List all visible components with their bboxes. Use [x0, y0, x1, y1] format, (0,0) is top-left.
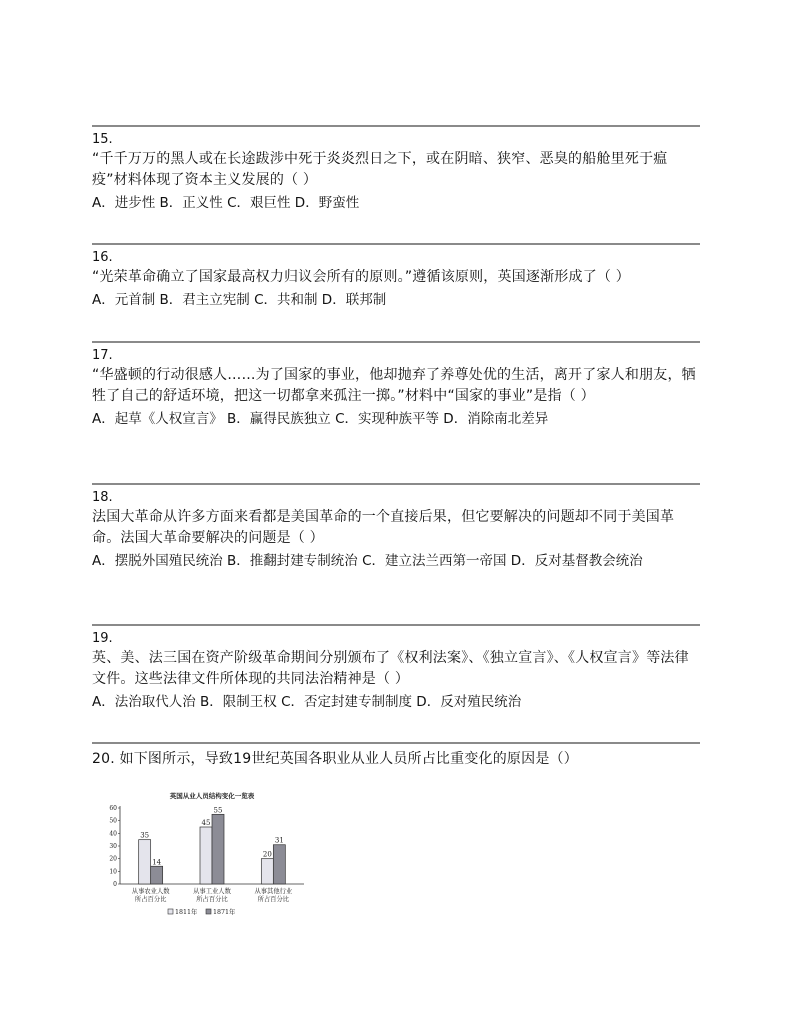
question-15	[92, 125, 700, 214]
data-label: 31	[274, 836, 284, 845]
question-stem: “光荣革命确立了国家最高权力归议会所有的原则。”遵循该原则，英国逐渐形成了（ ）	[92, 269, 630, 285]
divider	[92, 483, 700, 485]
question-stem: “千千万万的黑人或在长途跋涉中死于炎炎烈日之下，或在阴暗、狭窄、恶臭的船舱里死于瘟疫”材料体现了资本主义发展的（ ）	[92, 151, 668, 188]
legend-swatch	[206, 909, 211, 914]
category-label: 从事农业人数	[131, 888, 170, 895]
y-tick-label: 50	[109, 817, 117, 825]
divider	[92, 243, 700, 245]
bar	[200, 827, 212, 884]
question-17	[92, 341, 700, 430]
y-tick-label: 0	[113, 881, 117, 888]
y-tick-label: 30	[109, 843, 117, 850]
legend-label: 1811年	[175, 909, 198, 916]
chart-title: 英国从业人员结构变化一览表	[169, 792, 255, 800]
question-16	[92, 243, 700, 311]
legend-label: 1871年	[213, 909, 236, 916]
question-options: A．法治取代人治 B．限制王权 C．否定封建专制制度 D．反对殖民统治	[92, 694, 522, 710]
y-tick-label: 60	[109, 805, 117, 812]
question-19	[92, 624, 700, 713]
y-tick-label: 10	[109, 868, 117, 876]
question-number: 16.	[92, 250, 113, 265]
question-stem: “华盛顿的行动很感人……为了国家的事业，他却抛弃了养尊处优的生活，离开了家人和朋友，牺牲了自己的舒适环境，把这一切都拿来孤注一掷。”材料中“国家的事业”是指（ ）	[92, 367, 696, 404]
question-20	[92, 742, 700, 770]
question-18	[92, 483, 700, 572]
question-number: 17.	[92, 348, 113, 363]
data-label: 14	[152, 858, 162, 867]
category-label: 从事其他行业	[254, 888, 293, 895]
question-number: 19.	[92, 631, 113, 646]
divider	[92, 125, 700, 127]
question-stem: 英、美、法三国在资产阶级革命期间分别颁布了《权利法案》、《独立宣言》、《人权宣言》等法律文件。这些法律文件所体现的共同法治精神是（ ）	[92, 650, 689, 687]
question-options: A．起草《人权宣言》 B．赢得民族独立 C．实现种族平等 D．消除南北差异	[92, 411, 549, 427]
divider	[92, 742, 700, 744]
data-label: 35	[140, 831, 150, 840]
question-stem: 法国大革命从许多方面来看都是美国革命的一个直接后果，但它要解决的问题却不同于美国革命。法国大革命要解决的问题是（ ）	[92, 509, 675, 546]
bar	[151, 866, 163, 884]
data-label: 45	[201, 819, 211, 827]
bar	[261, 859, 273, 884]
category-label: 所占百分比	[196, 896, 228, 903]
bar	[212, 814, 224, 884]
category-label: 所占百分比	[257, 896, 290, 903]
category-label: 从事工业人数	[193, 888, 231, 895]
bar	[139, 840, 151, 884]
bar	[273, 845, 285, 884]
legend-swatch	[168, 909, 173, 914]
question-stem: 20. 如下图所示，导致19世纪英国各职业从业人员所占比重变化的原因是（）	[92, 751, 578, 767]
question-options: A．摆脱外国殖民统治 B．推翻封建专制统治 C．建立法兰西第一帝国 D．反对基督教会统治	[92, 553, 643, 569]
data-label: 55	[213, 806, 223, 815]
employment-structure-chart	[92, 786, 312, 926]
y-tick-label: 40	[109, 830, 117, 838]
divider	[92, 341, 700, 343]
y-tick-label: 20	[109, 855, 117, 863]
divider	[92, 624, 700, 626]
question-options: A．元首制 B．君主立宪制 C．共和制 D．联邦制	[92, 292, 387, 308]
data-label: 20	[262, 850, 272, 859]
category-label: 所占百分比	[134, 896, 167, 903]
question-options: A．进步性 B．正义性 C．艰巨性 D．野蛮性	[92, 195, 360, 211]
question-number: 15.	[92, 132, 113, 147]
question-number: 18.	[92, 490, 113, 505]
